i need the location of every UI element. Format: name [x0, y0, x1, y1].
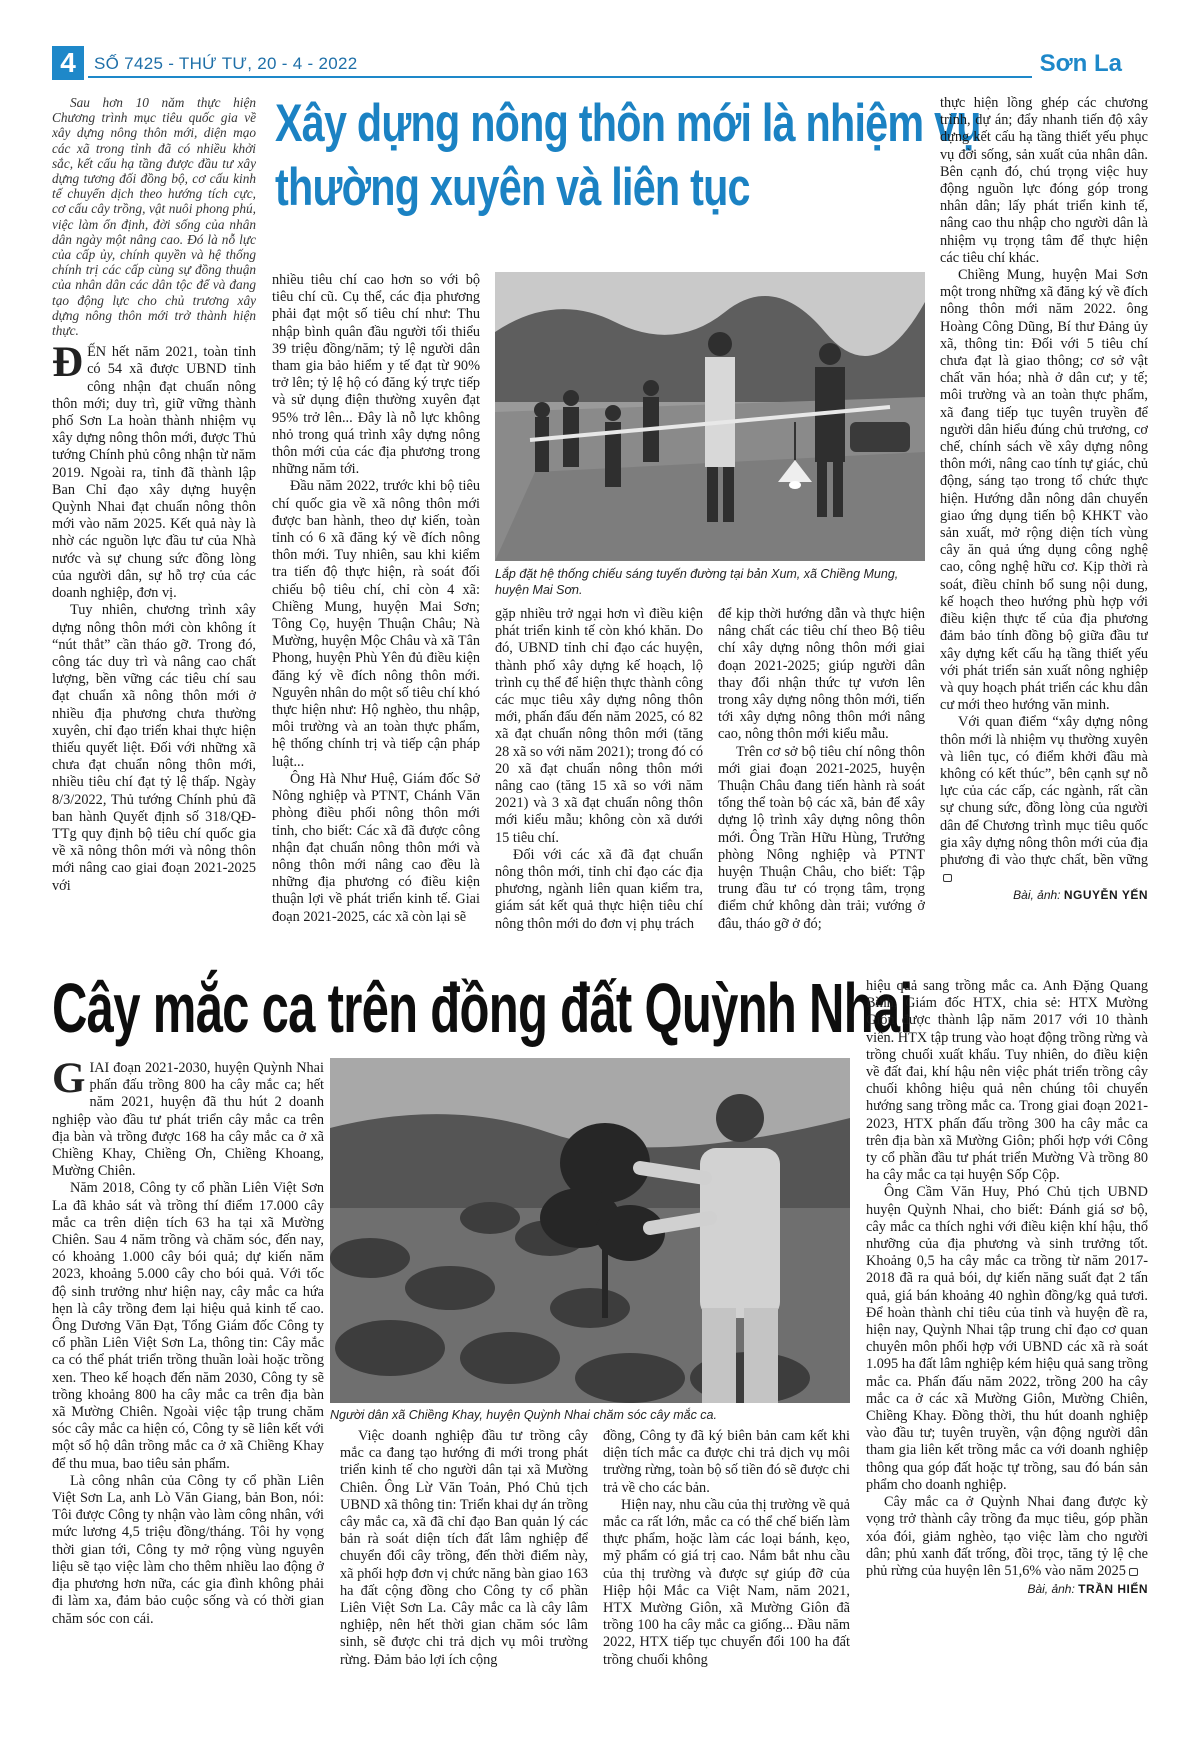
article-2-col-2: [340, 1428, 588, 1728]
byline-label: Bài, ảnh:: [1027, 1582, 1075, 1597]
photo-street-lighting: [495, 272, 925, 561]
page-header: [52, 46, 1122, 82]
paragraph: để kịp thời hướng dẫn và thực hiện nâng chất các tiêu chí theo Bộ tiêu chí xây dựng nông thôn mới giai đoạn 2021-2025; giúp người dân thay đổi nhận thức tự vươn lên trong xây dựng nông thôn mới, tiến tới xây dựng nông thôn mới nâng cao, nông thôn mới kiểu mẫu.: [718, 606, 925, 743]
article-2-lead: [52, 1060, 324, 1180]
paragraph: Việc doanh nghiệp đầu tư trồng cây mắc ca đang tạo hướng đi mới trong phát triển kinh tế cho người dân tại xã Mường Chiên. Ông Lừ Văn Toản, Phó Chủ tịch UBND xã thông tin: Triển khai dự án trồng cây mắc ca, xã đã chỉ đạo Ban quản lý các bản rà soát diện tích đất lâm nghiệp để chuyển đổi cây trồng, đến thời điểm này, xã phối hợp đơn vị chức năng bàn giao 163 ha đất cộng đồng cho Công ty cổ phần Liên Việt Sơn La. Cây mắc ca là cây lâm nghiệp, nên hết thời gian chăm sóc lâm sinh, sẽ được chi trả dịch vụ môi trường rừng. Đảm bảo lợi ích cộng: [340, 1428, 588, 1668]
paragraph: nhiều tiêu chí cao hơn so với bộ tiêu chí cũ. Cụ thể, các địa phương phải đạt một số tiêu chí như: Thu nhập bình quân đầu người tối thiểu 39 triệu đồng/năm; tỷ lệ người dân tham gia bảo hiểm y tế đạt từ 90% trở lên; tỷ lệ hộ có đăng ký trực tiếp và sử dụng điện thường xuyên đạt 95% trở lên... Đây là nỗ lực không nhỏ trong quá trình xây dựng nông thôn mới của các địa phương trong những năm tới.: [272, 272, 480, 478]
paragraph: Ông Cầm Văn Huy, Phó Chủ tịch UBND huyện Quỳnh Nhai, cho biết: Đánh giá sơ bộ, cây mắc ca thích nghi với điều kiện khí hậu, thổ nhưỡng của địa phương và sinh trưởng tốt. Khoảng 0,5 ha cây mắc ca trồng từ năm 2017-2018 đã ra quả bói, dự kiến năng suất đạt 2 tấn quả, giá bán khoảng 40 nghìn đồng/kg quả tươi. Để hoàn thành chỉ tiêu của tỉnh và huyện đề ra, hiện nay, Quỳnh Nhai tập trung chỉ đạo cơ quan chuyên môn phối hợp với UBND các xã rà soát 1.095 ha đất lâm nghiệp kém hiệu quả sang trồng mắc ca. Phấn đấu năm 2022, trồng 200 ha cây mắc ca ở các xã Mường Giôn, Mường Chiên, Chiềng Khay. Đồng thời, thu hút doanh nghiệp vào đầu tư; tuyên truyền, vận động người dân tham gia liên kết trồng mắc ca với doanh nghiệp thông qua góp đất hoặc tự trồng, sau đó bán sản phẩm cho doanh nghiệp.: [866, 1184, 1148, 1493]
paragraph: Là công nhân của Công ty cổ phần Liên Việt Sơn La, anh Lò Văn Giang, bản Bon, nói: Tôi được Công ty nhận vào làm công nhân, với mức lương 4,5 triệu đồng/tháng. Tôi hy vọng thời gian tới, Công ty mở rộng vùng nguyên liệu sẽ tạo việc làm cho thêm nhiều lao động ở địa phương hơn nữa, các gia đình không phải đi làm xa, đảm bảo cuộc sống và có thời gian chăm sóc con cái.: [52, 1472, 324, 1627]
paragraph: Năm 2018, Công ty cổ phần Liên Việt Sơn La đã khảo sát và trồng thí điểm 17.000 cây mắc ca trên diện tích 63 ha tại xã Mường Chiên. Sau 4 năm trồng và chăm sóc, đến nay, có khoảng 1.000 cây bói quả; dự kiến năm 2023, khoảng 5.000 cây cho bói quả. Với tốc độ sinh trưởng như hiện nay, cây mắc ca hứa hẹn là cây trồng đem lại hiệu quả kinh tế cao. Ông Dương Văn Đạt, Tổng Giám đốc Công ty cổ phần Liên Việt Sơn La, thông tin: Cây mắc ca có thể phát triển trồng thuần loài hoặc trồng xen. Theo kế hoạch đến năm 2030, Công ty sẽ trồng khoảng 800 ha cây mắc ca trên địa bàn xã Mường Chiên. Ngoài việc tập trung chăm sóc cây mắc ca hiện có, Công ty sẽ liên kết với một số hộ dân trồng mắc ca ở xã Chiềng Khay để thu mua, bao tiêu sản phẩm.: [52, 1180, 324, 1472]
paragraph: thực hiện lồng ghép các chương trình, dự án; đẩy nhanh tiến độ xây dựng kết cấu hạ tầng thiết yếu phục vụ đời sống, sản xuất của nhân dân. Bên cạnh đó, chú trọng việc huy động nguồn lực đóng góp trong nhân dân; lấy phát triển kinh tế, nâng cao thu nhập cho người dân là nhiệm vụ trọng tâm để thực hiện các tiêu chí khác.: [940, 95, 1148, 266]
dropcap: G: [52, 1060, 86, 1102]
article-1-sapo: Sau hơn 10 năm thực hiện Chương trình mục tiêu quốc gia về xây dựng nông thôn mới, diện mạo các xã trong tỉnh đã có nhiều khởi sắc, kết cấu hạ tầng được đầu tư xây dựng tương đối đồng bộ, cơ cấu kinh tế chuyển dịch theo hướng tích cực, cơ cấu cây trồng, vật nuôi phong phú, việc làm ổn định, đời sống của nhân dân ngày một nâng cao. Đó là nỗ lực của cấp ủy, chính quyền và hệ thống chính trị các cấp cùng sự đồng thuận của nhân dân các dân tộc để và đang tạo động lực cho chủ trương xây dựng nông thôn mới trở thành hiện thực.: [52, 95, 256, 339]
paragraph: Trên cơ sở bộ tiêu chí nông thôn mới giai đoạn 2021-2025, huyện Thuận Châu đang tiến hành rà soát tổng thể toàn bộ các xã, bản để xây dựng lộ trình xây dựng nông thôn mới. Ông Trần Hữu Hùng, Trưởng phòng Nông nghiệp và PTNT huyện Thuận Châu, cho biết: Tập trung đầu tư có trọng tâm, trọng điểm chứ không dàn trải; vướng ở đâu, tháo gỡ ở đó;: [718, 743, 925, 932]
page-number: 4: [52, 46, 84, 80]
byline-1: [940, 888, 1148, 902]
paragraph-text: Cây mắc ca ở Quỳnh Nhai đang được kỳ vọng trở thành cây trồng đa mục tiêu, góp phần xóa đói, giảm nghèo, tạo việc làm cho người dân; phủ xanh đất trống, đồi trọc, tăng tỷ lệ che phủ rừng của huyện lên 51,6% vào năm 2025: [866, 1494, 1148, 1579]
macadamia-image: [330, 1058, 850, 1403]
paragraph-text: Với quan điểm “xây dựng nông thôn mới là nhiệm vụ thường xuyên và liên tục, có điểm khởi đầu mà không có kết thúc”, bên cạnh sự nỗ lực của các cấp, các ngành, rất cần sự chung sức, đồng lòng của người dân để Chương trình mục tiêu quốc gia xây dựng nông thôn mới của địa phương đi vào thực chất, bền vững: [940, 714, 1148, 868]
header-rule: [88, 76, 1122, 78]
byline-author: NGUYỄN YẾN: [1063, 888, 1148, 903]
end-mark-icon: [943, 874, 952, 882]
paragraph: Hiện nay, nhu cầu của thị trường về quả mắc ca rất lớn, mắc ca có thể chế biến làm thực phẩm, hoặc làm các loại bánh, kẹo, mỹ phẩm có giá trị cao. Nắm bắt nhu cầu của thị trường và được sự giúp đỡ của Hiệp hội Mắc ca Việt Nam, năm 2021, HTX Mường Giôn, xã Mường Giôn đã trồng 100 ha cây mắc ca giống... Đầu năm 2022, HTX tiếp tục chuyển đổi 100 ha đất trồng chuối không: [603, 1496, 850, 1668]
article-1-title: [275, 92, 981, 220]
article-1-col-3: [495, 606, 703, 955]
title-line-2: thường xuyên và liên tục: [275, 158, 750, 217]
article-1-col-5: [940, 95, 1148, 955]
article-2-col-4: [866, 978, 1148, 1728]
article-1-col-2: [272, 272, 480, 955]
paragraph: Tuy nhiên, chương trình xây dựng nông thôn mới còn không ít “nút thắt” cần tháo gỡ. Trong đó, công tác duy trì và nâng cao chất lượng, bền vững các tiêu chí sau đạt chuẩn xã nông thôn mới ở nhiều địa phương chưa thường xuyên, chỉ đạo triển khai thực hiện thiếu quyết liệt. Đối với những xã chưa đạt chuẩn nông thôn mới, nhiều tiêu chí đạt tỷ lệ thấp. Ngày 8/3/2022, Thủ tướng Chính phủ đã ban hành Quyết định số 318/QĐ-TTg quy định bộ tiêu chí quốc gia về xã nông thôn mới và nông thôn mới nâng cao giai đoạn 2021-2025 với: [52, 602, 256, 894]
paragraph: ẾN hết năm 2021, toàn tỉnh có 54 xã được UBND tỉnh công nhận đạt chuẩn nông thôn mới; duy trì, giữ vững thành phố Sơn La hoàn thành nhiệm vụ xây dựng nông thôn mới, được Thủ tướng Chính phủ công nhận từ năm 2019. Ngoài ra, tỉnh đã thành lập Ban Chỉ đạo xây dựng huyện Quỳnh Nhai đạt chuẩn nông thôn mới vào năm 2025. Kết quả này là nhờ các nguồn lực đầu tư của Nhà nước và sự chung sức đồng lòng của người dân, sự hỗ trợ của các doanh nghiệp, đơn vị.: [52, 344, 256, 602]
article-2-col-3: [603, 1428, 850, 1728]
paragraph-ending: [866, 1494, 1148, 1580]
article-1-lead: [52, 339, 256, 602]
title-line-1: Xây dựng nông thôn mới là nhiệm vụ: [275, 94, 981, 153]
photo-caption-2: Người dân xã Chiềng Khay, huyện Quỳnh Nhai chăm sóc cây mắc ca.: [330, 1408, 717, 1422]
paragraph: đồng, Công ty đã ký biên bản cam kết khi diện tích mắc ca được chi trả dịch vụ môi trường rừng, toàn bộ số tiền đó sẽ được chi trả về cho các bản.: [603, 1428, 850, 1496]
paragraph: Ông Hà Như Huệ, Giám đốc Sở Nông nghiệp và PTNT, Chánh Văn phòng điều phối nông thôn mới tỉnh, cho biết: Các xã đã được công nhận đạt chuẩn nông thôn mới và nông thôn mới nâng cao đều là những địa phương có điều kiện thuận lợi về phát triển kinh tế. Giai đoạn 2021-2025, các xã còn lại sẽ: [272, 770, 480, 925]
section-name: Sơn La: [1032, 50, 1122, 78]
byline-label: Bài, ảnh:: [1013, 888, 1061, 903]
paragraph: hiệu quả sang trồng mắc ca. Anh Đặng Quang Bình, Giám đốc HTX, chia sẻ: HTX Mường Giôn được thành lập năm 2017 với 10 thành viên. HTX tập trung vào hoạt động trồng rừng và trồng chuối xuất khẩu. Tuy nhiên, do điều kiện về đất đai, khí hậu nên việc phát triển trồng cây chuối không hiệu quả nên chúng tôi chuyển hướng sang trồng mắc ca. Trong giai đoạn 2021-2023, HTX phấn đấu trồng 300 ha cây mắc ca trên địa bàn xã Mường Giôn; phối hợp với Công ty cổ phần đầu tư phát triển Mường Và trồng 80 ha cây mắc ca tại huyện Sốp Cộp.: [866, 978, 1148, 1184]
article-1-col-1: [52, 95, 256, 955]
end-mark-icon: [1129, 1568, 1138, 1576]
paragraph: Đối với các xã đã đạt chuẩn nông thôn mới, tỉnh chỉ đạo các địa phương, ngành liên quan kiểm tra, giám sát kết quả thực hiện tiêu chí nông thôn mới do đơn vị phụ trách: [495, 846, 703, 932]
photo-macadamia: [330, 1058, 850, 1403]
paragraph-ending: [940, 714, 1148, 886]
article-2-title: Cây mắc ca trên đồng đất Quỳnh Nhai: [52, 969, 913, 1047]
article-2-col-1: [52, 1060, 324, 1728]
paragraph: Đầu năm 2022, trước khi bộ tiêu chí quốc gia về xã nông thôn mới được ban hành, theo dự kiến, toàn tỉnh có 6 xã đăng ký về đích nông thôn mới. Tuy nhiên, sau khi kiểm tra tiến độ thực hiện, rà soát đối chiếu bộ tiêu chí, chỉ còn 4 xã: Chiềng Mung, huyện Mai Sơn; Tông Cọ, huyện Thuận Châu; Nà Mường, huyện Mộc Châu và xã Tân Phong, huyện Phù Yên đủ điều kiện đăng ký về đích nông thôn mới. Nguyên nhân do một số tiêu chí khó thực hiện như: Hộ nghèo, thu nhập, môi trường và an toàn thực phẩm, hệ thống chính trị và tiếp cận pháp luật...: [272, 478, 480, 770]
photo-caption-1: Lắp đặt hệ thống chiếu sáng tuyến đường tại bản Xum, xã Chiềng Mung, huyện Mai Sơn.: [495, 567, 899, 597]
dropcap: Đ: [52, 339, 84, 387]
byline-2: [866, 1582, 1148, 1596]
paragraph: gặp nhiều trở ngại hơn vì điều kiện phát triển kinh tế còn khó khăn. Do đó, UBND tỉnh chỉ đạo các huyện, thành phố xây dựng kế hoạch, lộ trình cụ thể để hiện thực thành công các mục tiêu xây dựng nông thôn mới, phấn đấu đến năm 2025, có 82 xã đạt chuẩn nông thôn mới (tăng 28 xã so với năm 2021); trong đó có 20 xã đạt chuẩn nông thôn mới nâng cao (tăng 15 xã so với năm 2021) và 3 xã đạt chuẩn nông thôn mới kiểu mẫu; không còn xã dưới 15 tiêu chí.: [495, 606, 703, 846]
byline-author: TRẦN HIỂN: [1078, 1582, 1148, 1597]
paragraph: Chiềng Mung, huyện Mai Sơn một trong những xã đăng ký về đích nông thôn mới năm 2022. ông Hoàng Công Dũng, Bí thư Đảng ủy xã, thông tin: Đối với 5 tiêu chí chưa đạt là giao thông; cơ sở vật chất văn hóa; nhà ở dân cư; y tế; môi trường và an toàn thực phẩm, xã đang tiếp tục tuyên truyền để người dân hiểu đúng chủ trương, cơ chế, chính sách về xây dựng nông thôn mới, nâng cao tính tự giác, chủ động, sáng tạo trong tổ chức thực hiện. Hướng dẫn nông dân chuyển giao ứng dụng tiến bộ KHKT vào sản xuất, mở rộng diện tích vùng cây ăn quả ứng dụng công nghệ cao, công nghệ hữu cơ. Kịp thời rà soát, điều chỉnh bổ sung nội dung, kế hoạch theo hướng phù hợp với điều kiện thực tế của địa phương đảm bảo tính đồng bộ giữa đầu tư xây dựng kết cấu hạ tầng thiết yếu với phát triển sản xuất nông nghiệp và quy hoạch phát triển các khu dân cư mới theo hướng văn minh.: [940, 267, 1148, 714]
street-lighting-image: [495, 272, 925, 561]
issue-info: SỐ 7425 - THỨ TƯ, 20 - 4 - 2022: [94, 54, 358, 73]
article-1-col-4: [718, 606, 925, 955]
paragraph: IAI đoạn 2021-2030, huyện Quỳnh Nhai phấn đấu trồng 800 ha cây mắc ca; hết năm 2021, huyện đã thu hút 2 doanh nghiệp vào đầu tư phát triển cây mắc ca trên địa bàn và trồng được 168 ha cây mắc ca ở xã Chiềng Khay, Chiềng Ơn, Chiềng Khoang, Mường Chiên.: [52, 1060, 324, 1180]
